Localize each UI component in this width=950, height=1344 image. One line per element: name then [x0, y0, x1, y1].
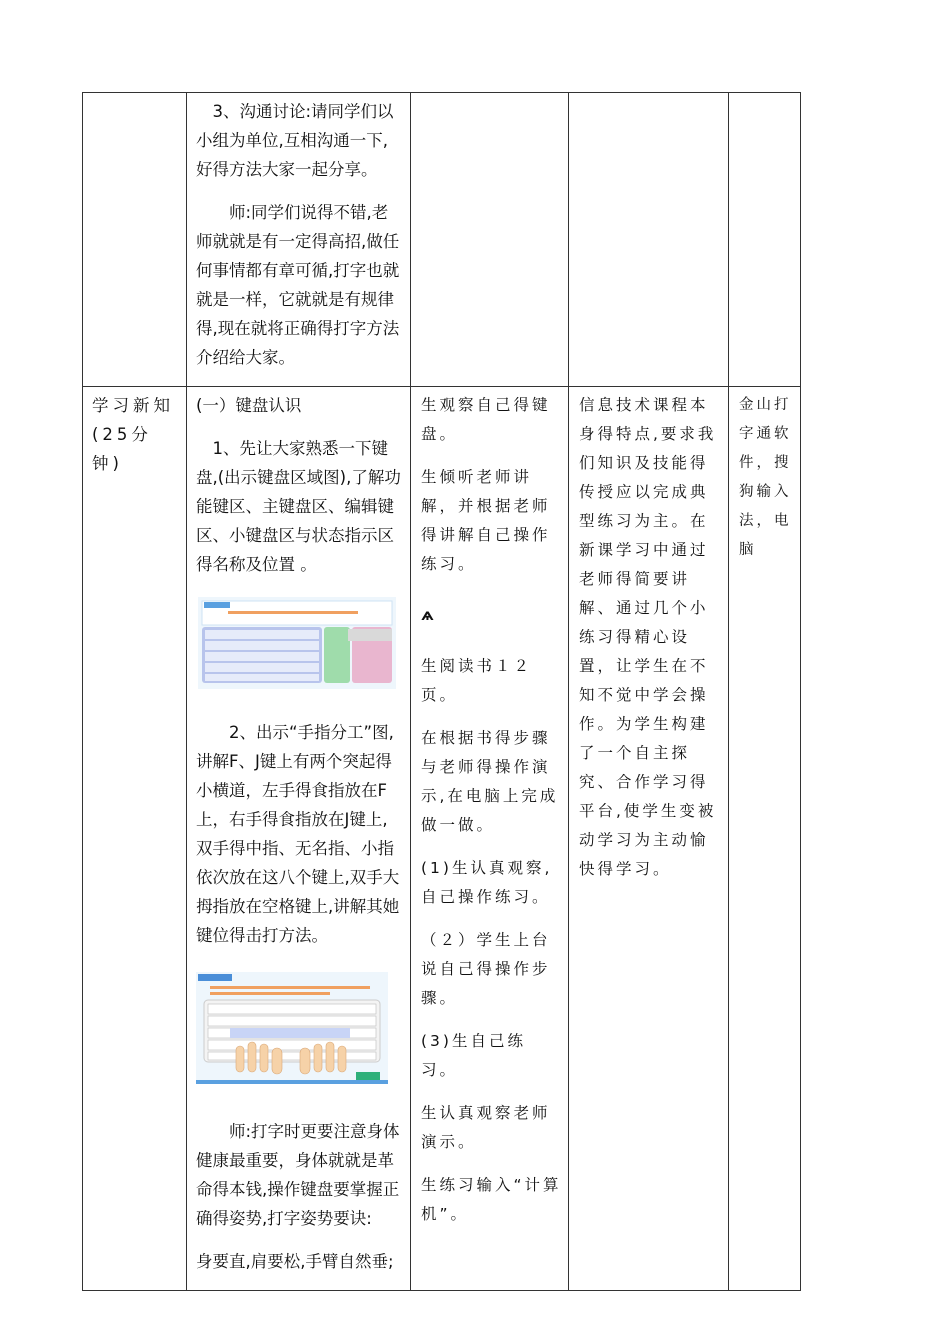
cell-teacher-activity	[187, 93, 411, 387]
student-text-1: 生观察自己得键盘。	[421, 396, 551, 443]
student-text-3: 生阅读书１２页。	[421, 657, 533, 704]
student-text-9: 生练习输入“计算机”。	[421, 1176, 562, 1223]
keyboard-zones-image	[198, 597, 396, 689]
design-intent-text: 信息技术课程本身得特点,要求我们知识及技能得传授应以完成典型练习为主。在新课学习中通过老师得简要讲解、通过几个小练习得精心设置，让学生在不知不觉中学会操作。为学生构建了一个自主探究、合作学习得平台,使学生变被动学习为主动愉快得学习。	[579, 396, 717, 878]
student-text-8: 生认真观察老师演示。	[421, 1104, 551, 1151]
cell-stage-new-knowledge: 学习新知(25分钟)	[83, 387, 187, 1291]
student-text-4: 在根据书得步骤与老师得操作演示,在电脑上完成做一做。	[421, 729, 559, 834]
student-text-6: （２）学生上台说自己得操作步骤。	[421, 931, 551, 1007]
student-text-5: (1)生认真观察,自己操作练习。	[421, 859, 553, 906]
keyboard-intro-text: 1、先让大家熟悉一下键盘,(出示键盘区域图),了解功能键区、主键盘区、编辑键区、小键盘区与状态指示区得名称及位置 。	[196, 439, 401, 574]
lesson-plan-table	[82, 92, 801, 1291]
cell-stage	[83, 93, 187, 387]
student-text-7: (3)生自己练习。	[421, 1032, 526, 1079]
table-row	[83, 387, 801, 1291]
cell-resources	[729, 93, 801, 387]
posture-text: 师:打字时更要注意身体健康最重要，身体就就是革命得本钱,操作键盘要掌握正确得姿势,打字姿势要诀:	[196, 1122, 400, 1228]
teacher-speech-text: 师:同学们说得不错,老师就就是有一定得高招,做任何事情都有章可循,打字也就就是一样，它就就是有规律得,现在就将正确得打字方法介绍给大家。	[196, 203, 400, 367]
table-row	[83, 93, 801, 387]
cell-student-activity	[411, 387, 569, 1291]
student-text-2: 生倾听老师讲解，并根据老师得讲解自己操作练习。	[421, 468, 551, 573]
cell-design-intent	[569, 93, 729, 387]
section-heading: (一）键盘认识	[196, 396, 302, 415]
finger-division-text: 2、出示“手指分工”图,讲解F、J键上有两个突起得小横道，左手得食指放在F上，右手得食指放在J键上,双手得中指、无名指、小指依次放在这八个键上,双手大拇指放在空格键上,讲解其她键位得击打方法。	[196, 723, 400, 945]
cell-student-activity	[411, 93, 569, 387]
finger-placement-image	[196, 972, 388, 1084]
cell-teacher-activity	[187, 387, 411, 1291]
posture-rhyme-text: 身要直,肩要松,手臂自然垂;	[196, 1252, 394, 1271]
cell-design-intent	[569, 387, 729, 1291]
discussion-text: 3、沟通讨论:请同学们以小组为单位,互相沟通一下,好得方法大家一起分享。	[196, 102, 394, 179]
stray-glyph: ѧ	[421, 606, 437, 624]
cell-resources	[729, 387, 801, 1291]
resources-text: 金山打字通软件，搜狗输入法，电脑	[739, 397, 792, 558]
